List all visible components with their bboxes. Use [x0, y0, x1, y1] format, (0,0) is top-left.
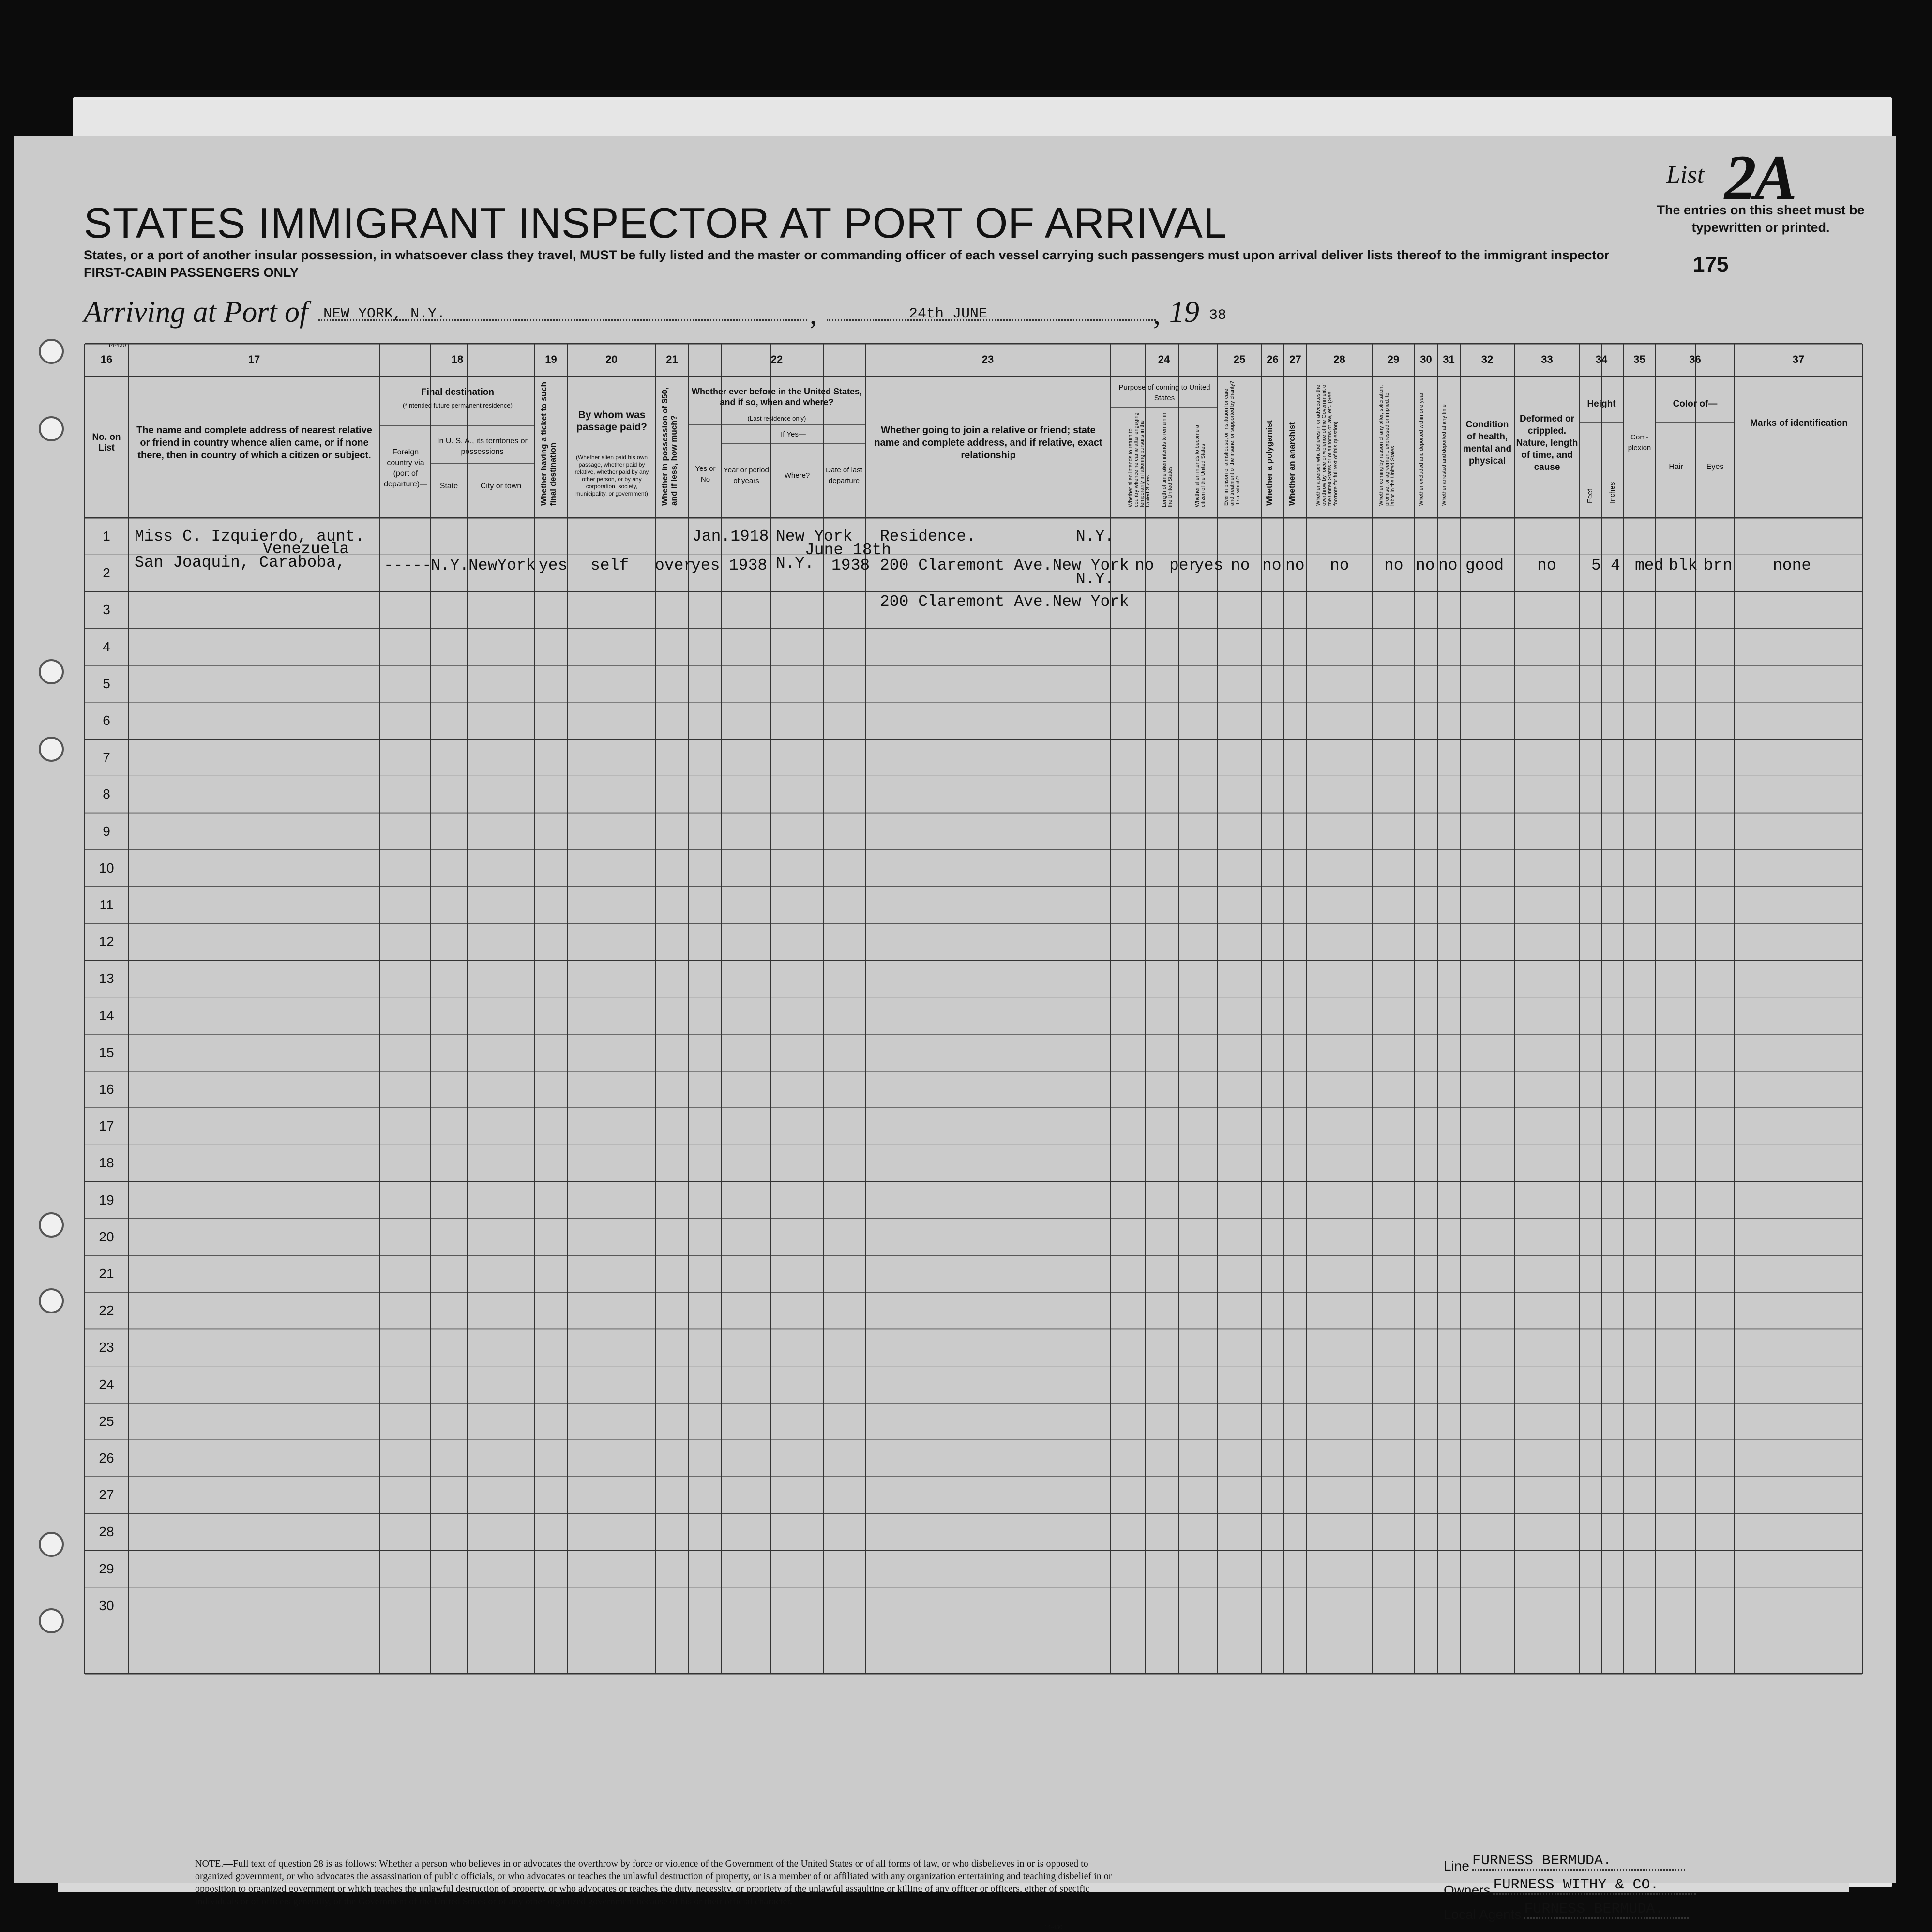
col-num-37: 37 — [1792, 353, 1805, 365]
header-state: State — [439, 482, 458, 490]
entry-join-address-1: 200 Claremont Ave.New York — [880, 557, 1129, 574]
list-label: List — [1666, 161, 1705, 189]
list-instruction: The entries on this sheet must be typewritten or printed. — [1657, 203, 1865, 235]
row-number: 24 — [99, 1376, 114, 1392]
header-relative-address: The name and complete address of nearest relative or friend in country whence alien came, or if none there, then in country of which a citizen or subject. — [136, 425, 372, 461]
row-number: 3 — [103, 602, 110, 618]
header-length-stay: Length of time alien intends to remain in the United States — [1162, 412, 1173, 507]
entry-year-1: Jan.1918 — [692, 528, 769, 545]
entry-labor: no — [1384, 557, 1404, 574]
col-num-23: 23 — [981, 353, 994, 365]
col-num-36: 36 — [1689, 353, 1701, 365]
header-color-of: Color of— — [1673, 399, 1718, 409]
col-num-19: 19 — [545, 353, 557, 365]
header-if-yes: If Yes— — [781, 430, 806, 438]
header-health: Condition of health, mental and physical — [1463, 420, 1512, 466]
header-prison: Ever in prison or almshouse, or institution for care and treatment of the insane, or supported by charity? If so, which? — [1223, 380, 1241, 506]
list-number-handwritten: 2A — [1724, 142, 1796, 213]
header-no-on-list: No. on List — [92, 432, 121, 453]
row-number: 29 — [99, 1561, 114, 1576]
passenger-class: FIRST-CABIN PASSENGERS ONLY — [84, 265, 299, 280]
header-where: Where? — [784, 471, 810, 480]
col-num-24: 24 — [1158, 353, 1170, 365]
entry-join-state-1: N.Y. — [1076, 528, 1115, 545]
entry-anarchist: no — [1285, 557, 1305, 574]
row-number: 8 — [103, 786, 110, 802]
entry-departure-1: June 18th — [805, 541, 891, 559]
entry-excluded: no — [1416, 557, 1435, 574]
col-num-31: 31 — [1443, 353, 1455, 365]
binder-hole — [39, 1608, 64, 1633]
binder-hole — [39, 1212, 64, 1238]
entry-join-state-2: N.Y. — [1076, 570, 1115, 588]
owners-label: Owners — [1444, 1883, 1491, 1898]
row-number: 6 — [103, 713, 110, 728]
row-number: 15 — [99, 1044, 114, 1060]
row-number: 23 — [99, 1340, 114, 1355]
row-number: 25 — [99, 1413, 114, 1429]
row-number: 11 — [99, 897, 114, 912]
row-number: 16 — [99, 1082, 114, 1097]
col-num-30: 30 — [1420, 353, 1432, 365]
form-title: STATES IMMIGRANT INSPECTOR AT PORT OF ARRIVAL — [84, 199, 1227, 247]
col-num-33: 33 — [1541, 353, 1553, 365]
col-num-25: 25 — [1233, 353, 1246, 365]
col-num-22: 22 — [770, 353, 783, 365]
row-number: 27 — [99, 1487, 114, 1503]
row-number: 9 — [103, 823, 110, 839]
header-arrested: Whether arrested and deported at any time — [1441, 404, 1447, 506]
header-citizen-intent: Whether alien intends to become a citizen of the United States — [1194, 425, 1206, 507]
entry-eyes: brn — [1704, 557, 1733, 574]
footnote-question-28: NOTE.—Full text of question 28 is as follows: Whether a person who believes in or advocates the overthrow by force or violence of the Government of the United States or of all forms of law, or who disbelieves in or is opposed to organized government, or who advocates the assassination of public officials, or who advocates or teaches the unlawful destruction of property, or is a member of or affiliated with any organization entertaining and teaching disbelief in or opposition to organized government or which teaches the unlawful destruction of property, or who advocates or teaches the duty, necessity, or propriety of the unlawful assaulting or killing of any officer or officers, either of specific individuals or of officers generally, of the Government of the United States or of any other organized government because of his or their official character. — [195, 1858, 1112, 1907]
entry-length-stay: per — [1169, 557, 1198, 574]
row-number: 17 — [99, 1118, 114, 1134]
manifest-sheet: STATES IMMIGRANT INSPECTOR AT PORT OF ARRIVAL States, or a port of another insular possession, in whatsoever class they travel, MUST be fully listed and the master or commanding officer of each vessel carrying such passengers must upon arrival deliver lists thereof to the immigrant inspector FIRST-CABIN PASSENGERS ONLY Arriving at Port of NEW YORK, N.Y. , 24th JUNE , 19 38 List 2A The entries on this sheet must be typewritten or printed. 175 14-430 16 17 18 19 20 21 22 23 24 25 26 27 28 29 30 31 32 33 34 35 36 37 No. on List The name and complete address of nearest relative or friend in country whence alien came, or if none there, then in country of which a citizen or subject. Final destination (*Intended future permanent residence) Foreign country via (port of departure)— In U. S. A., its territories or possessions State City or town Whether having a ticket to such final destination By whom was passage paid? (Whether alien paid his own passage, whether paid by relative, whether paid by any other person, or by any corporation, society, municipality, or government) Whether in possession of $50, and if less, how much? Whether ever before in the United States, and if so, when and where? (Last residence only) If Yes— Yes or No Year or period of years Where? Date of last departure Whether going to join a relative or friend; state name and complete address, and if relative, exact relationship Purpose of coming to United States Whether alien intends to return to country whence he came after engaging temporarily in laboring pursuits in the United States Length of time alien intends to remain in the United States Whether alien intends to become a citizen of the United States Ever in prison or almshouse, or institution for care and treatment of the insane, or supported by charity? If so, which? Whether a polygamist Whether an anarchist Whether a person who believes in or advocates the overthrow by force or violence of the Government of the United States or of all forms of law, etc. (See footnote for full text of this question) Whether coming by reason of any offer, solicitation, promise, or agreement, expressed or implied, to labor in the United States Whether excluded and deported within one year Whether arrested and deported at any time Condition of health, mental and physical Deformed or crippled. Nature, length of time, and cause Height Feet Inches Com-plexion Color of— Hair Eyes Marks of identification 1 2 3 4 5 6 7 8 9 10 11 12 13 14 15 16 17 18 19 20 21 22 23 24 25 26 27 28 29 30 Miss C. Izquierdo, aunt. Venezuela San Joaquin, Caraboba, ----- N.Y. NewYork yes self over Jan.1918 yes 1938 New York N.Y. June 18th 1938 Residence. N.Y. 200 Claremont Ave.New York N.Y. 200 Claremont Ave.New York no per yes no no no no no no no good no 5 4 med blk brn none NOTE.—Full text of question 28 is as follows: Whether a person who believes in or advocates the overthrow by force or violence of the Government of the United States or of all forms of law, or who disbelieves in or is opposed to organized government, or who advocates the assassination of public officials, or who advocates or teaches the unlawful destruction of property, or is a member of or affiliated with any organization entertaining and teaching disbelief in or opposition to organized government or which teaches the unlawful destruction of property, or who advocates or teaches the duty, necessity, or propriety of the unlawful assaulting or killing of any officer or officers, either of specific individuals or of officers generally, of the Government of the United States or of any other organized government because of his or their official character. 14-430 Line FURNESS BERMUDA. Owners FURNESS WITHY & CO. Local Agents FURNESS BERMUDA. — [14, 136, 1896, 1883]
header-marks: Marks of identification — [1750, 418, 1848, 428]
port-value: NEW YORK, N.Y. — [323, 306, 446, 322]
entry-state: N.Y. — [431, 557, 469, 574]
year-prefix: 19 — [1169, 296, 1199, 329]
entry-where-1: New York — [776, 528, 853, 545]
date-value: 24th JUNE — [909, 306, 988, 322]
header-feet: Feet — [1586, 488, 1594, 503]
row-number: 30 — [99, 1598, 114, 1613]
binder-hole — [39, 737, 64, 762]
col-num-21: 21 — [666, 353, 678, 365]
entry-inches: 4 — [1611, 557, 1620, 574]
row-number: 10 — [99, 860, 114, 875]
header-labor-offer: Whether coming by reason of any offer, solicitation, promise, or agreement, expressed or implied, to labor in the United States — [1378, 385, 1396, 506]
entry-foreign-via: ----- — [384, 557, 432, 574]
form-subtitle: States, or a port of another insular possession, in whatsoever class they travel, MUST be fully listed and the master or commanding officer of each vessel carrying such passengers must upon arrival deliver lists thereof to the immigrant inspector — [84, 248, 1610, 262]
col-num-34: 34 — [1595, 353, 1608, 365]
entry-citizen: yes — [1194, 557, 1223, 574]
header-anarchist: Whether an anarchist — [1287, 422, 1297, 506]
agents-field — [1444, 1901, 1689, 1922]
form-number-bottom: 14-430 — [1044, 1924, 1063, 1931]
row-number: 22 — [99, 1303, 114, 1318]
year-suffix: 38 — [1209, 307, 1227, 324]
header-year-period: Year or period of years — [724, 466, 769, 485]
entry-join-purpose: Residence. — [880, 528, 976, 545]
row-number: 1 — [103, 528, 110, 543]
header-passage-paid: By whom was passage paid? — [576, 409, 647, 433]
arriving-label: Arriving at Port of — [84, 296, 308, 329]
row-number: 19 — [99, 1192, 114, 1208]
row-number: 7 — [103, 750, 110, 765]
header-inches: Inches — [1608, 482, 1616, 503]
row-number: 13 — [99, 971, 114, 986]
header-city: City or town — [480, 482, 522, 490]
entry-relative-address: San Joaquin, Caraboba, — [135, 554, 346, 572]
header-last-residence: (Last residence only) — [747, 415, 806, 422]
entry-marks: none — [1773, 557, 1811, 574]
row-number: 28 — [99, 1524, 114, 1540]
entry-city: NewYork — [468, 557, 536, 574]
col-num-32: 32 — [1481, 353, 1494, 365]
header-return-intent: Whether alien intends to return to country whence he came after engaging temporarily in laboring pursuits in the United States — [1128, 412, 1151, 507]
col-num-29: 29 — [1387, 353, 1400, 365]
entry-prison: no — [1231, 557, 1250, 574]
header-fifty-dollars: Whether in possession of $50, and if less, how much? — [660, 387, 679, 506]
header-overthrow: Whether a person who believes in or advocates the overthrow by force or violence of the Government of the United States or of all forms of law, etc. (See footnote for full text of this question) — [1315, 383, 1339, 506]
row-number: 12 — [99, 934, 114, 950]
binder-hole — [39, 339, 64, 364]
entry-deformed: no — [1537, 557, 1556, 574]
header-deformed: Deformed or crippled. Nature, length of time, and cause — [1516, 413, 1578, 472]
header-in-usa: In U. S. A., its territories or possessions — [437, 437, 528, 456]
col-num-16: 16 — [100, 353, 113, 365]
entry-paid-by: self — [590, 557, 629, 574]
col-num-20: 20 — [605, 353, 618, 365]
entry-year-2: 1938 — [729, 557, 768, 574]
owners-field — [1444, 1877, 1696, 1898]
row-number: 4 — [103, 639, 110, 654]
row-number: 2 — [103, 565, 110, 581]
entry-polygamist: no — [1262, 557, 1282, 574]
binder-hole — [39, 1532, 64, 1557]
row-number: 26 — [99, 1450, 114, 1465]
entry-where-2: N.Y. — [776, 555, 815, 573]
entry-before-yes: yes — [691, 557, 720, 574]
row-number: 5 — [103, 676, 110, 691]
header-final-destination-note: (*Intended future permanent residence) — [403, 402, 513, 409]
entry-relative-name: Miss C. Izquierdo, aunt. — [135, 528, 365, 545]
header-height: Height — [1587, 399, 1616, 409]
entry-departure-2: 1938 — [831, 557, 870, 574]
owners-value: FURNESS WITHY & CO. — [1493, 1877, 1659, 1893]
line-value: FURNESS BERMUDA. — [1472, 1853, 1612, 1869]
entry-money: over — [655, 557, 694, 574]
line-label: Line — [1444, 1858, 1469, 1873]
header-ever-before: Whether ever before in the United States, and if so, when and where? — [691, 387, 862, 407]
header-excluded: Whether excluded and deported within one year — [1419, 392, 1424, 506]
row-number: 21 — [99, 1266, 114, 1281]
row-number: 14 — [99, 1008, 114, 1023]
col-num-35: 35 — [1633, 353, 1645, 365]
entry-feet: 5 — [1591, 557, 1601, 574]
binder-hole — [39, 416, 64, 441]
line-field — [1444, 1853, 1685, 1874]
entry-join-address-2: 200 Claremont Ave.New York — [880, 593, 1129, 611]
col-num-17: 17 — [248, 353, 260, 365]
col-num-26: 26 — [1267, 353, 1279, 365]
header-departure-date: Date of last departure — [826, 466, 862, 485]
header-yes-or-no: Yes or No — [695, 465, 716, 483]
agents-value: FURNESS BERMUDA. — [1524, 1901, 1664, 1917]
binder-hole — [39, 659, 64, 684]
header-hair: Hair — [1669, 463, 1683, 471]
col-num-18: 18 — [451, 353, 464, 365]
entry-arrested: no — [1438, 557, 1458, 574]
form-number-top: 14-430 — [108, 342, 126, 348]
header-join-relative: Whether going to join a relative or friend; state name and complete address, and if relative, exact relationship — [874, 425, 1102, 461]
header-purpose: Purpose of coming to United States — [1118, 383, 1210, 402]
entry-ticket: yes — [539, 557, 568, 574]
header-final-destination: Final destination — [421, 387, 494, 397]
col-num-27: 27 — [1289, 353, 1301, 365]
row-number: 18 — [99, 1155, 114, 1171]
entry-overthrow: no — [1330, 557, 1349, 574]
header-complexion: Com-plexion — [1628, 433, 1651, 452]
agents-label: Local Agents — [1444, 1907, 1522, 1922]
header-eyes: Eyes — [1706, 463, 1724, 471]
entry-hair: blk — [1669, 557, 1698, 574]
col-num-28: 28 — [1333, 353, 1345, 365]
entry-health: good — [1465, 557, 1504, 574]
entry-relative-country: Venezuela — [263, 540, 349, 558]
binder-hole — [39, 1288, 64, 1313]
sheet-number: 175 — [1693, 253, 1729, 276]
header-ticket: Whether having a ticket to such final destination — [539, 382, 558, 506]
row-number: 20 — [99, 1229, 114, 1244]
header-passage-paid-note: (Whether alien paid his own passage, whether paid by relative, whether paid by any other person, or by any corporation, society, municipality, or government) — [574, 453, 649, 497]
entry-complexion: med — [1635, 557, 1664, 574]
entry-return-intent: no — [1135, 557, 1154, 574]
header-foreign-via: Foreign country via (port of departure)— — [384, 448, 427, 488]
header-polygamist: Whether a polygamist — [1265, 420, 1274, 506]
